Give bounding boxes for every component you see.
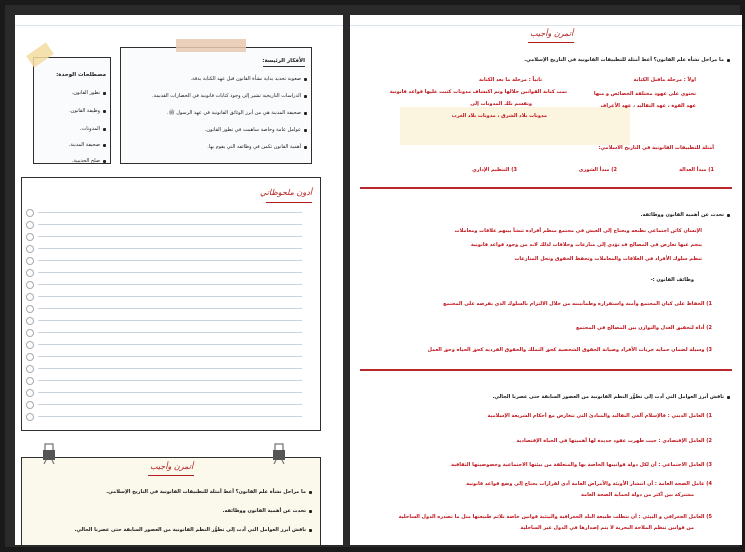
summary-item: الدراسات التاريخية تشير إلى وجود كتابات قانونية في الحضارات القديمة. bbox=[152, 93, 301, 99]
question-3: ناقش أبرز العوامل التي أدت إلى تطوُّر النظم القانونية من العصور السابقة حتى عصرنا الحالي. bbox=[492, 394, 724, 400]
section-divider bbox=[360, 369, 732, 371]
ruled-line bbox=[38, 260, 302, 261]
review-item: ناقش أبرز العوامل التي أدت إلى تطوُّر النظم القانونية من العصور السابقة حتى عصرنا الحالي. bbox=[74, 527, 306, 533]
bullet-icon bbox=[309, 510, 312, 513]
review-title: أتمرن وأجيب bbox=[150, 462, 194, 471]
stage-two-head: ثانياً : مرحلة ما بعد الكتابة bbox=[478, 77, 542, 83]
example-item: 3) التنظيم الإداري bbox=[472, 167, 517, 173]
right-page bbox=[350, 15, 742, 545]
ruled-line bbox=[38, 368, 302, 369]
punch-hole-icon bbox=[26, 389, 34, 397]
function-item: 2) أداة لتحقيق العدل والتوازن بين المصالح في المجتمع bbox=[575, 325, 712, 331]
section-divider bbox=[360, 187, 732, 189]
review-item: تحدث عن أهمية القانون ووظائفه. bbox=[222, 508, 306, 514]
page-title-underline bbox=[528, 42, 574, 43]
binder-clip-icon bbox=[272, 442, 286, 464]
factor-item: 4) عامل الصحة العامة : أن انتشار الأوبئة والأمراض العامة أدى لقرارات يحتاج إلى وضع قواعد قانونية bbox=[466, 481, 712, 487]
factor-item: 3) العامل الاجتماعي : أن لكل دولة قوانينها الخاصة بها والمتعلقة من بيئتها الاجتماعية وخصوصيتها الثقافية bbox=[450, 462, 712, 468]
stage-two-line: وتقسم تلك المدونات إلى bbox=[470, 101, 532, 107]
stage-one-line: عهد القوة ، عهد التقاليد ، عهد الأعراف bbox=[600, 103, 696, 109]
terms-box bbox=[33, 57, 111, 164]
ruled-line bbox=[38, 284, 302, 285]
review-item: ما مراحل نشأة علم القانون؟ أعط أمثلة للتطبيقات القانونية في التاريخ الإسلامي. bbox=[106, 489, 306, 495]
bullet-icon bbox=[304, 129, 307, 132]
notes-box bbox=[21, 177, 321, 431]
notes-title-underline bbox=[266, 202, 312, 203]
terms-title: مصطلحات الوحدة: bbox=[56, 72, 106, 78]
ruled-line bbox=[38, 308, 302, 309]
page-header-strip bbox=[15, 15, 343, 26]
page-title: أتمرن وأجيب bbox=[530, 29, 574, 38]
review-title-underline bbox=[148, 475, 194, 476]
factor-item: 1) العامل الديني : فالإسلام ألغى التقاليد والمبادئ التي تتعارض مع أحكام الشريعة الإسلامية bbox=[487, 413, 712, 419]
summary-box bbox=[120, 47, 312, 164]
bullet-icon bbox=[304, 78, 307, 81]
terms-item: المدونات. bbox=[79, 126, 100, 132]
bullet-icon bbox=[304, 146, 307, 149]
punch-hole-icon bbox=[26, 305, 34, 313]
tape-decoration bbox=[176, 39, 246, 52]
punch-hole-icon bbox=[26, 233, 34, 241]
punch-hole-icon bbox=[26, 293, 34, 301]
examples-head: أمثلة للتطبيقات القانونية في التاريخ الاسلامي: bbox=[598, 145, 714, 151]
bullet-icon bbox=[309, 529, 312, 532]
ruled-line bbox=[38, 344, 302, 345]
question-1: ما مراحل نشأة علم القانون؟ أعط أمثلة للتطبيقات القانونية في التاريخ الإسلامي. bbox=[524, 57, 724, 63]
ruled-line bbox=[38, 248, 302, 249]
summary-item: عوامل عامة وخاصة ساهمت في تطور القانون. bbox=[204, 127, 301, 133]
ruled-line bbox=[38, 212, 302, 213]
bullet-icon bbox=[304, 112, 307, 115]
ruled-line bbox=[38, 404, 302, 405]
punch-hole-icon bbox=[26, 257, 34, 265]
factor-item: من قوانين تنظم الملاحة البحرية لا يتم إصدارها في الدول غير الساحلية bbox=[520, 525, 694, 531]
notes-title: أدون ملحوظاتي bbox=[260, 188, 312, 197]
question-2: تحدث عن أهمية القانون ووظائفه. bbox=[640, 212, 724, 218]
punch-hole-icon bbox=[26, 317, 34, 325]
bullet-icon bbox=[103, 92, 106, 95]
bullet-icon bbox=[103, 160, 106, 163]
answer-line: ينجم عنها تعارض في المصالح قد تؤدي إلى منازعات وخلافات لذلك لابد من وجود قواعد قانونية bbox=[470, 242, 702, 248]
left-page bbox=[15, 15, 343, 545]
ruled-line bbox=[38, 332, 302, 333]
punch-hole-icon bbox=[26, 221, 34, 229]
bullet-icon bbox=[304, 95, 307, 98]
terms-item: وظيفة القانون. bbox=[69, 108, 100, 114]
stage-two-line: مدونات بلاد الشرق ، مدونات بلاد الغرب bbox=[451, 113, 547, 119]
punch-hole-icon bbox=[26, 401, 34, 409]
punch-hole-icon bbox=[26, 365, 34, 373]
factor-item: مشتركة بين أكثر من دولة لحماية الصحة العامة bbox=[580, 492, 694, 498]
summary-title: الأفكار الرئيسة: bbox=[262, 58, 305, 64]
bullet-icon bbox=[103, 128, 106, 131]
punch-hole-icon bbox=[26, 329, 34, 337]
punch-hole-icon bbox=[26, 281, 34, 289]
punch-hole-icon bbox=[26, 341, 34, 349]
example-item: 1) مبدأ العدالة bbox=[679, 167, 714, 173]
ruled-line bbox=[38, 380, 302, 381]
example-item: 2) مبدأ الشورى bbox=[578, 167, 617, 173]
punch-hole-icon bbox=[26, 269, 34, 277]
binder-clip-icon bbox=[42, 442, 56, 464]
function-item: 3) وسيلة لضمان حماية حريات الأفراد وصيانة الحقوق الشخصية كحق التملك والحقوق الفردية كحق الحياة وحق العمل bbox=[427, 347, 712, 353]
bullet-icon bbox=[727, 396, 730, 399]
punch-hole-icon bbox=[26, 245, 34, 253]
functions-head: وظائف القانون :- bbox=[650, 277, 694, 283]
bullet-icon bbox=[103, 144, 106, 147]
bullet-icon bbox=[103, 110, 106, 113]
ruled-line bbox=[38, 224, 302, 225]
punch-hole-icon bbox=[26, 377, 34, 385]
summary-item: صعوبة تحديد بداية نشأة القانون قبل عهد الكتابة بدقة. bbox=[190, 76, 301, 82]
page-header-strip bbox=[350, 15, 742, 26]
tape-decoration bbox=[26, 42, 54, 67]
answer-line: الإنسان كائن اجتماعي بطبعه ويحتاج إلى العيش في مجتمع منظم أفراده تنشأ بينهم علاقات ومعاملات bbox=[454, 228, 702, 234]
summary-item: صحيفة المدينة هي من أبرز الوثائق القانونية في عهد الرسول ﷺ. bbox=[166, 110, 301, 116]
ruled-line bbox=[38, 416, 302, 417]
stage-one-line: تحتوي على عهود مختلفة الخصائص و منها bbox=[593, 91, 696, 97]
terms-item: تطور القانون. bbox=[71, 90, 100, 96]
ruled-line bbox=[38, 296, 302, 297]
ruled-line bbox=[38, 272, 302, 273]
terms-item: صلح الحديبية. bbox=[71, 158, 100, 164]
summary-item: أهمية القانون تكمن في وظائفه التي يقوم بها. bbox=[207, 144, 301, 150]
terms-item: صحيفة المدينة. bbox=[68, 142, 100, 148]
ruled-line bbox=[38, 320, 302, 321]
answer-line: تنظم سلوك الأفراد في العلاقات والمعاملات وتحفظ الحقوق وتحل المنازعات bbox=[514, 256, 702, 262]
ruled-line bbox=[38, 356, 302, 357]
bullet-icon bbox=[309, 491, 312, 494]
review-box bbox=[21, 457, 321, 545]
punch-hole-icon bbox=[26, 209, 34, 217]
ruled-line bbox=[38, 392, 302, 393]
stage-one-head: اولاً : مرحلة ماقبل الكتابة bbox=[633, 77, 696, 83]
factor-item: 5) العامل الجغرافي و البيئي : أن تتطلب طبيعة البلد الجغرافية والبيئية قوانين خاصة تلائم طبيعتها مثل ما تصدره الدول الساحلية bbox=[398, 514, 712, 520]
punch-hole-icon bbox=[26, 413, 34, 421]
function-item: 1) الحفاظ على كيان المجتمع وأمنه واستقراره وطمأنينته من خلال الالتزام بالسلوك الذي يفرضه على المجتمع bbox=[443, 301, 712, 307]
stage-two-line: تمت كتابة القوانين خلالها وتم اكتشاف مدونات كتبت عليها قواعد قانونية bbox=[389, 89, 567, 95]
summary-title-underline bbox=[263, 66, 305, 67]
bullet-icon bbox=[727, 214, 730, 217]
document-frame bbox=[5, 5, 740, 547]
bullet-icon bbox=[727, 59, 730, 62]
punch-hole-icon bbox=[26, 353, 34, 361]
factor-item: 2) العامل الإقتصادي : حيث ظهرت عقود جديدة لها أهميتها في الحياة الإقتصادية bbox=[516, 438, 712, 444]
ruled-line bbox=[38, 236, 302, 237]
